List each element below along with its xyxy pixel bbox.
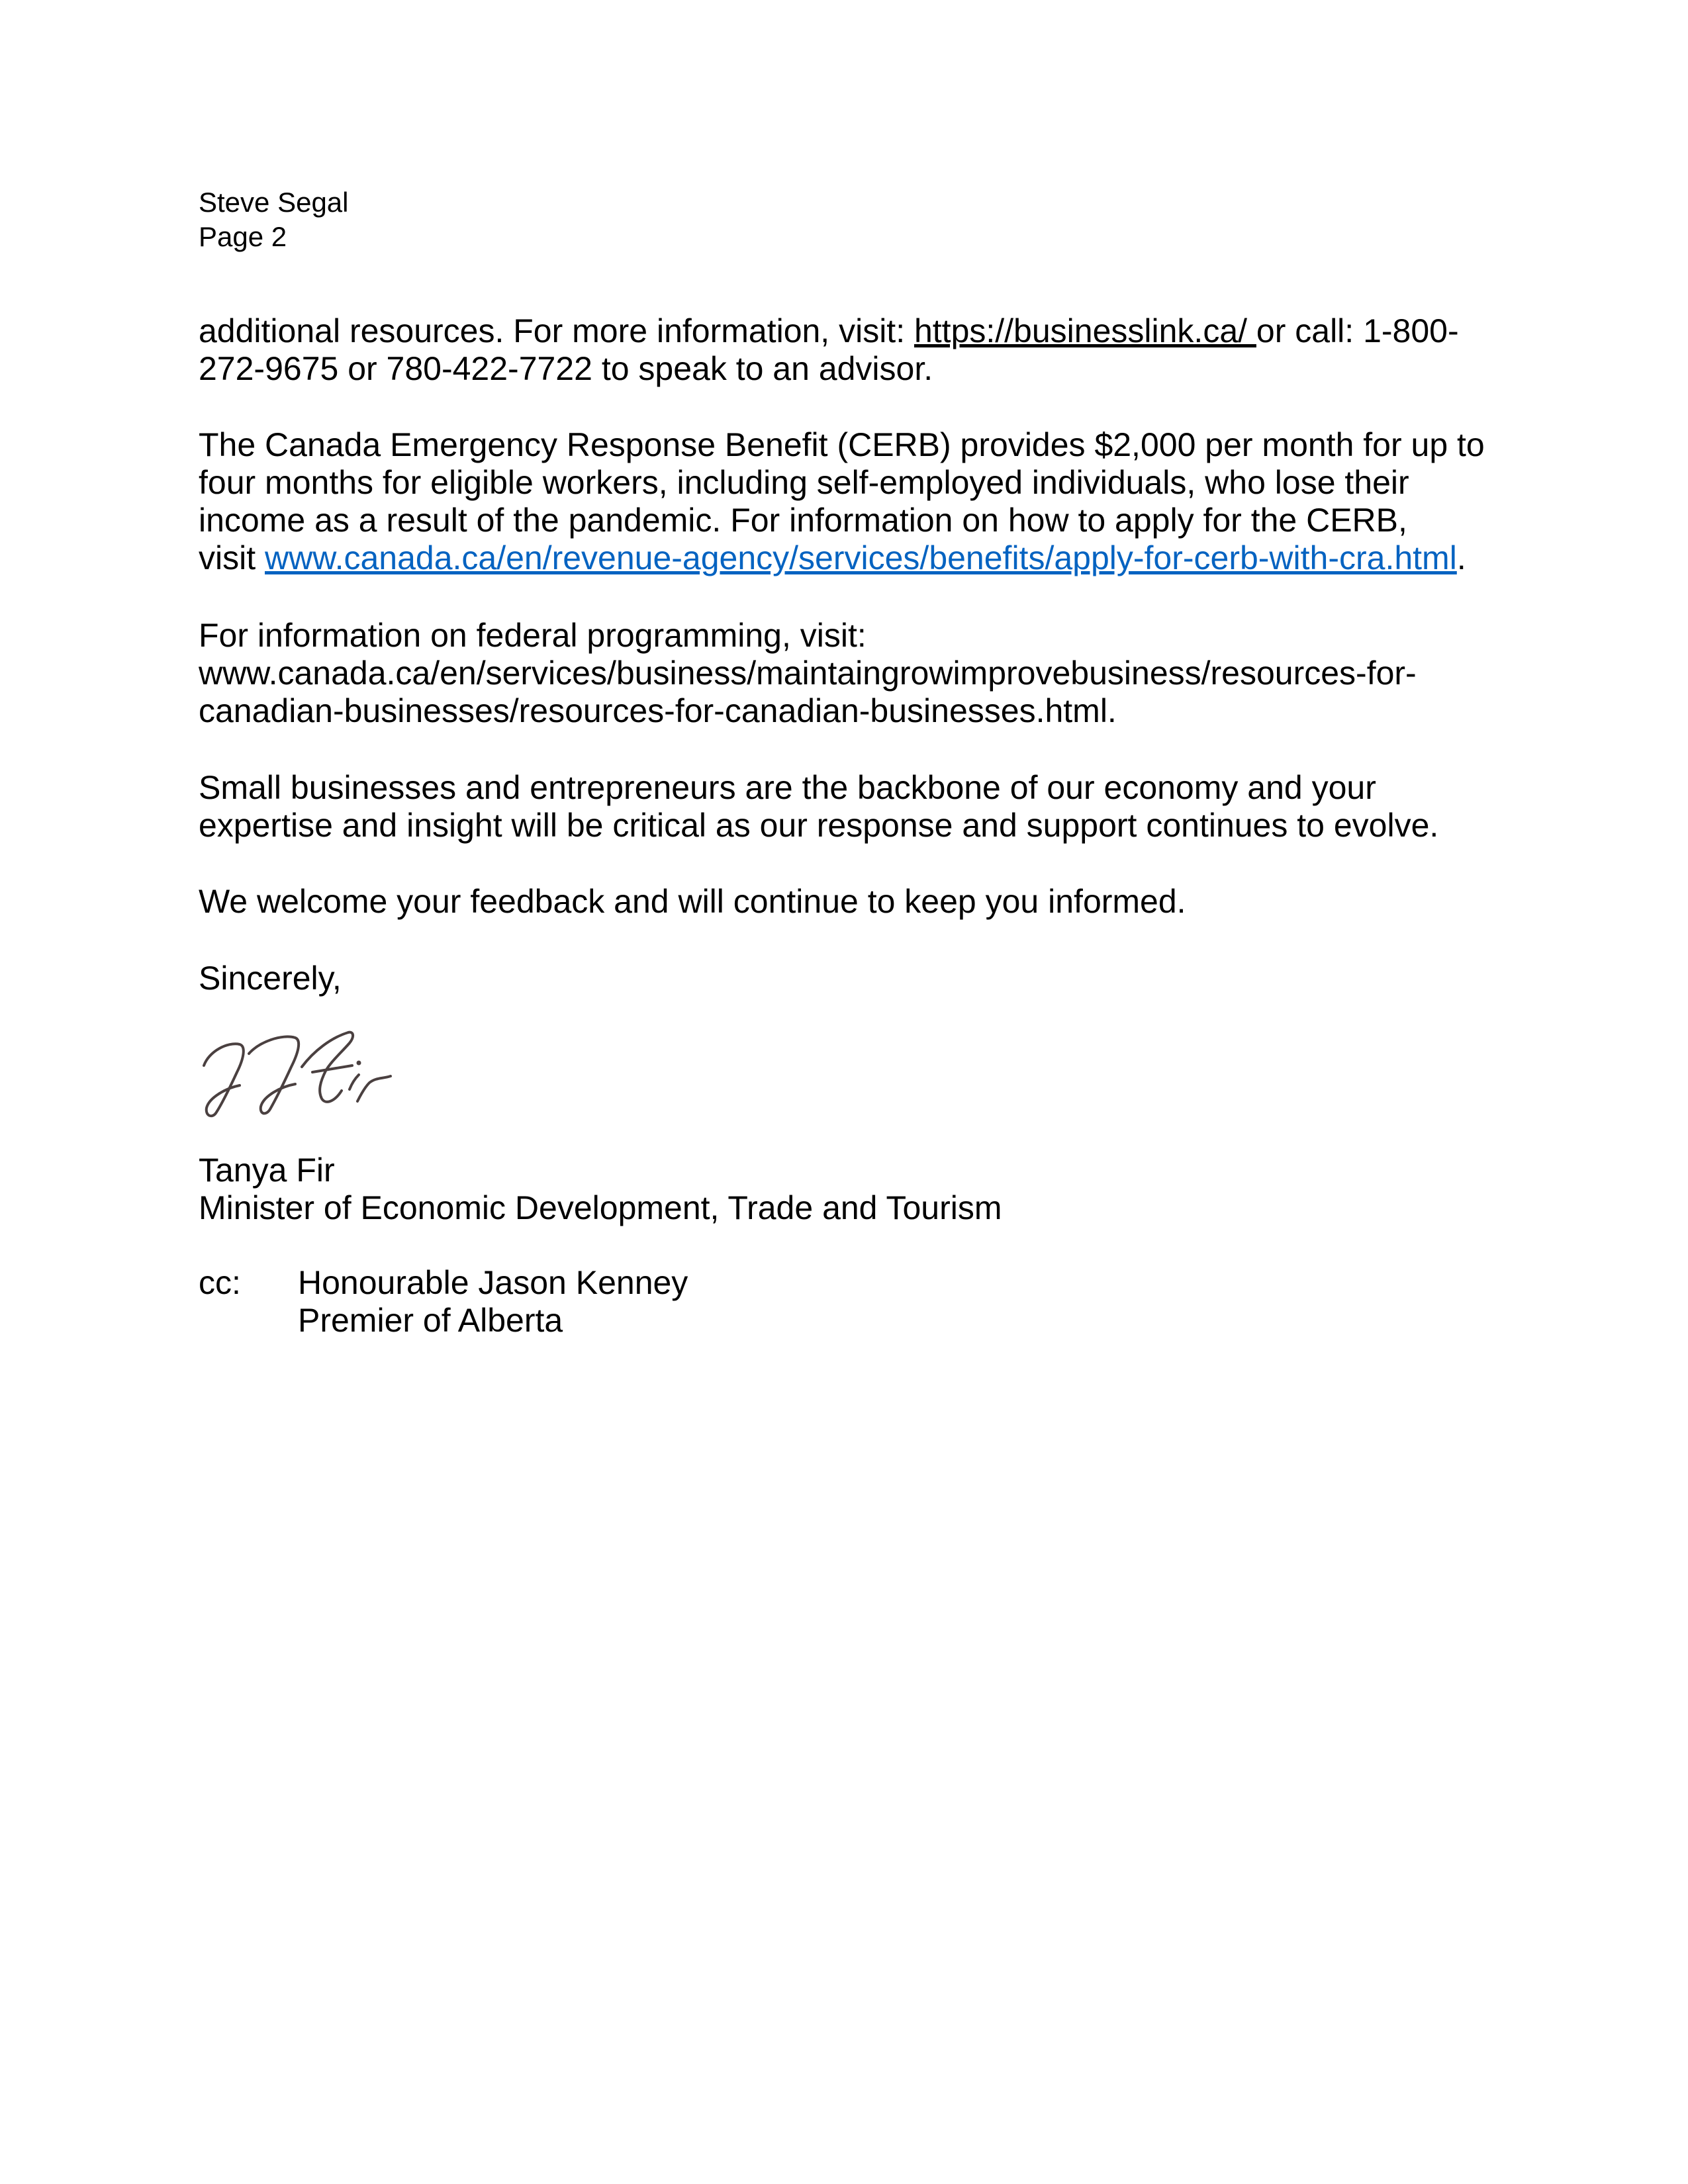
paragraph-line: We welcome your feedback and will continue to keep you informed.	[199, 883, 1186, 920]
paragraph-business-link	[199, 312, 1536, 388]
cc-recipient	[298, 1264, 688, 1340]
paragraph-cerb	[199, 426, 1536, 577]
header-recipient: Steve Segal	[199, 187, 349, 218]
cerb-link[interactable]: www.canada.ca/en/revenue-agency/services/benefits/apply-for-cerb-with-cra.html	[265, 539, 1457, 576]
paragraph-feedback	[199, 883, 1536, 921]
paragraph-small-businesses	[199, 769, 1536, 844]
signatory-name: Tanya Fir	[199, 1152, 335, 1189]
paragraph-line: expertise and insight will be critical as our response and support continues to evolve.	[199, 807, 1439, 844]
paragraph-line: four months for eligible workers, including self-employed individuals, who lose their	[199, 464, 1409, 501]
text-segment: or call: 1-800-	[1256, 312, 1459, 349]
closing-text: Sincerely,	[199, 960, 342, 997]
paragraph-line: 272-9675 or 780-422-7722 to speak to an advisor.	[199, 350, 933, 387]
cc-title: Premier of Alberta	[298, 1302, 563, 1339]
text-segment: .	[1456, 539, 1466, 576]
signatory-title: Minister of Economic Development, Trade and Tourism	[199, 1189, 1002, 1226]
paragraph-line: canadian-businesses/resources-for-canadian-businesses.html.	[199, 692, 1117, 729]
page-header	[199, 185, 349, 254]
handwritten-signature-icon	[196, 1024, 421, 1124]
paragraph-line	[199, 539, 1536, 577]
cc-name: Honourable Jason Kenney	[298, 1264, 688, 1301]
cc-label: cc:	[199, 1264, 241, 1301]
paragraph-line: income as a result of the pandemic. For information on how to apply for the CERB,	[199, 502, 1407, 539]
closing-salutation	[199, 960, 1536, 997]
text-segment: visit	[199, 539, 265, 576]
businesslink-link[interactable]: https://businesslink.ca/	[914, 312, 1256, 349]
text-segment: additional resources. For more information, visit:	[199, 312, 914, 349]
paragraph-line: The Canada Emergency Response Benefit (CERB) provides $2,000 per month for up to	[199, 426, 1485, 463]
paragraph-line: www.canada.ca/en/services/business/maintaingrowimprovebusiness/resources-for-	[199, 655, 1417, 692]
header-page-number: Page 2	[199, 221, 287, 252]
paragraph-line: Small businesses and entrepreneurs are the backbone of our economy and your	[199, 769, 1376, 806]
paragraph-line: For information on federal programming, visit:	[199, 617, 867, 654]
signatory-block	[199, 1152, 1536, 1227]
paragraph-line	[199, 312, 1536, 350]
paragraph-federal-programming	[199, 617, 1536, 730]
